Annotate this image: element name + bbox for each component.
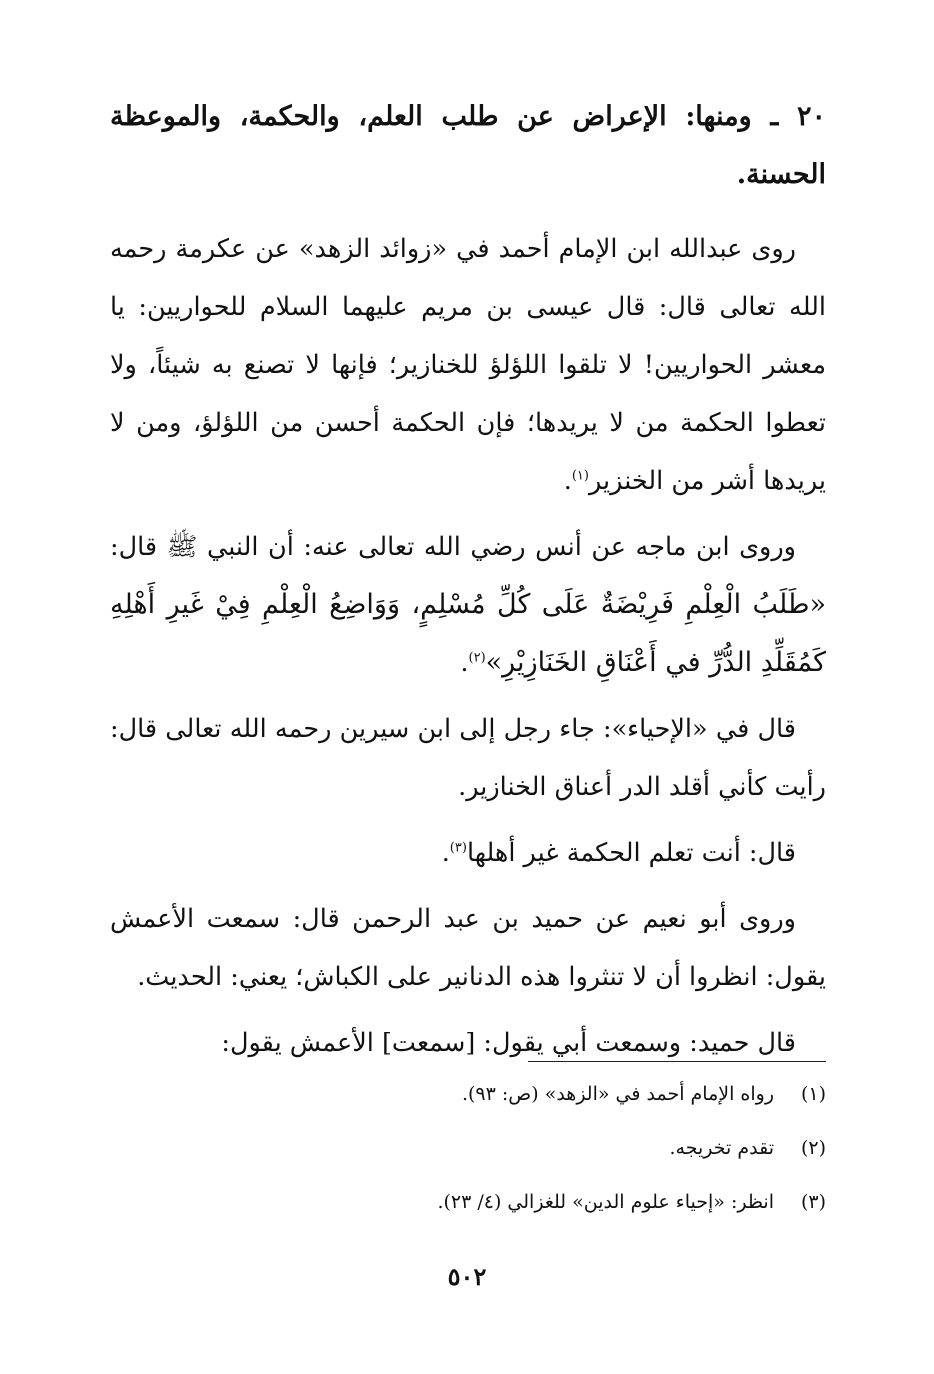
paragraph-text: روى عبدالله ابن الإمام أحمد في «زوائد الزهد» عن عكرمة رحمه الله تعالى قال: قال عيسى بن مريم عليهما السلام للحواريين: يا معشر الحواريين! لا تلقوا اللؤلؤ للخنازير؛ فإنها لا تصنع به شيئاً، ولا تعطوا الحكمة من لا يريدها؛ فإن الحكمة أحسن من اللؤلؤ، ومن لا يريدها أشر من الخنزير [110, 234, 826, 496]
paragraph-zuhd [110, 220, 826, 510]
paragraph-ibn-majah [110, 518, 826, 692]
paragraph-text: قال: أنت تعلم الحكمة غير أهلها [466, 838, 796, 868]
footnote-text: انظر: «إحياء علوم الدين» للغزالي (٤/ ٢٣). [437, 1191, 774, 1213]
footnote-number: (١) [800, 1083, 826, 1105]
paragraph-humayd: قال حميد: وسمعت أبي يقول: [سمعت] الأعمش يقول: [221, 1028, 796, 1058]
paragraph-ibn-sirin-reply [110, 824, 826, 882]
paragraph-text: وروى ابن ماجه عن أنس رضي الله تعالى عنه: أن النبي ﷺ قال: [110, 532, 796, 562]
paragraph-abu-nuaym: وروى أبو نعيم عن حميد بن عبد الرحمن قال: سمعت الأعمش يقول: انظروا أن لا تنثروا هذه الدنانير على الكباش؛ يعني: الحديث. [110, 904, 826, 992]
footnote-item [110, 1188, 826, 1216]
section-heading: ٢٠ ـ ومنها: الإعراض عن طلب العلم، والحكمة، والموعظة الحسنة. [110, 101, 826, 190]
paragraph-end: . [460, 648, 469, 678]
paragraph-end: . [441, 838, 450, 868]
footnote-marker-1[interactable]: (١) [571, 468, 589, 484]
footnote-marker-3[interactable]: (٣) [449, 840, 467, 856]
footnote-text: رواه الإمام أحمد في «الزهد» (ص: ٩٣). [461, 1083, 774, 1105]
footnote-number: (٢) [800, 1137, 826, 1159]
page-number: ٥٠٢ [447, 1262, 487, 1291]
footnotes [110, 1080, 826, 1242]
paragraph-end: . [563, 466, 572, 496]
paragraph-ihya: قال في «الإحياء»: جاء رجل إلى ابن سيرين رحمه الله تعالى قال: رأيت كأني أقلد الدر أعناق الخنازير. [110, 714, 826, 802]
footnote-item [110, 1080, 826, 1108]
footnote-divider [528, 1061, 826, 1062]
hadith-text: «طَلَبُ الْعِلْمِ فَرِيْضَةٌ عَلَى كُلِّ مُسْلِمٍ، وَوَاضِعُ الْعِلْمِ فِيْ غَيرِ أَهْلِهِ كَمُقَلِّدِ الدُّرِّ في أَعْنَاقِ الخَنَازِيْرِ» [110, 589, 826, 678]
footnote-marker-2[interactable]: (٢) [468, 650, 486, 666]
footnote-text: تقدم تخريجه. [669, 1137, 774, 1159]
page-body [110, 88, 826, 1080]
footnote-number: (٣) [800, 1191, 826, 1213]
footnote-item [110, 1134, 826, 1162]
